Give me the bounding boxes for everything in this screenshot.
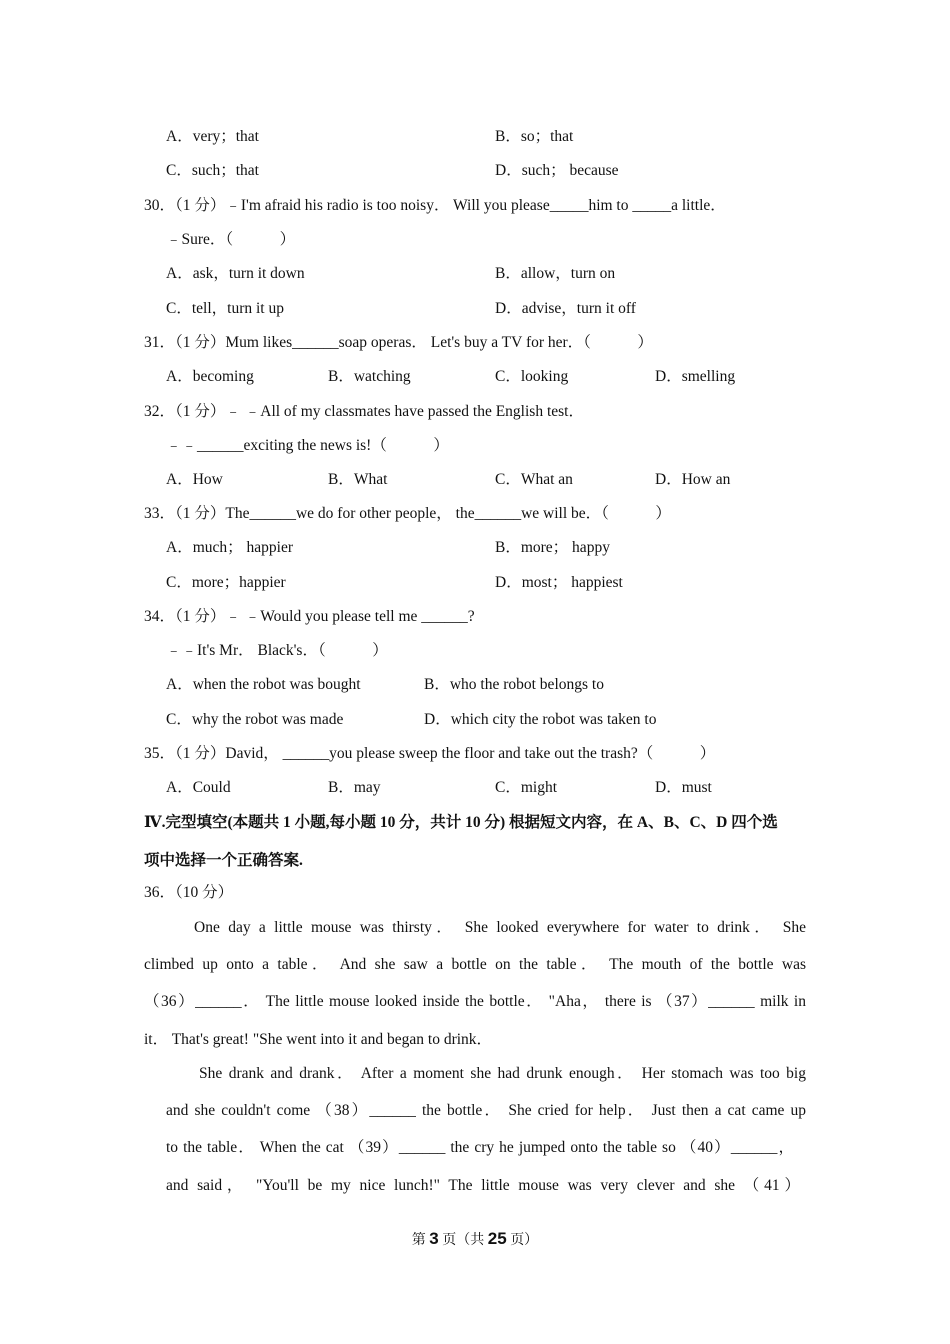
passage-line: and she couldn't come （38）______ the bottle． She cried for help． Just then a cat came up [166, 1102, 806, 1119]
question-33-option-b: B．more； happy [495, 539, 610, 556]
question-33-option-a: A．much； happier [166, 539, 293, 556]
question-31-option-b: B．watching [328, 368, 411, 385]
question-34-option-c: C．why the robot was made [166, 711, 344, 728]
section-heading-line-1: Ⅳ.完型填空(本题共 1 小题,每小题 10 分，共计 10 分) 根据短文内容，在 A、B、C、D 四个选 [144, 814, 778, 831]
question-32-stem: 32．（1 分）﹣ ﹣All of my classmates have passed the English test． [144, 403, 584, 420]
passage-line: climbed up onto a table． And she saw a bottle on the table． The mouth of the bottle was [144, 956, 806, 973]
option-a: A．very；that [166, 128, 259, 145]
page-number: 3 [429, 1229, 439, 1248]
question-32-option-b: B．What [328, 471, 388, 488]
option-c: C．such；that [166, 162, 259, 179]
question-30-option-b: B．allow，turn on [495, 265, 616, 282]
question-34-option-b: B．who the robot belongs to [424, 676, 604, 693]
question-32-option-a: A．How [166, 471, 223, 488]
question-35-stem: 35．（1 分）David， ______you please sweep the floor and take out the trash?（ ） [144, 745, 716, 762]
question-33-stem: 33．（1 分）The______we do for other people， the______we will be．（ ） [144, 505, 671, 522]
question-35-option-c: C．might [495, 779, 558, 796]
question-31-option-a: A．becoming [166, 368, 254, 385]
question-30-option-c: C．tell，turn it up [166, 300, 284, 317]
passage-line: One day a little mouse was thirsty． She looked everywhere for water to drink． She [194, 919, 806, 936]
question-30-option-a: A．ask，turn it down [166, 265, 305, 282]
option-d: D．such； because [495, 162, 619, 179]
footer-suffix: 页） [506, 1233, 539, 1248]
question-34-reply: ﹣﹣It's Mr． Black's．（ ） [166, 642, 388, 659]
question-30-option-d: D．advise，turn it off [495, 300, 636, 317]
question-30-reply: ﹣Sure．（ ） [166, 231, 296, 248]
question-33-option-d: D．most； happiest [495, 574, 623, 591]
question-35-option-b: B．may [328, 779, 381, 796]
question-36-stem: 36．（10 分） [144, 884, 234, 901]
question-35-option-a: A．Could [166, 779, 231, 796]
question-31-stem: 31．（1 分）Mum likes______soap operas． Let's buy a TV for her．（ ） [144, 334, 653, 351]
question-31-option-c: C．looking [495, 368, 569, 385]
footer-prefix: 第 [411, 1233, 430, 1248]
question-32-reply: ﹣﹣______exciting the news is!（ ） [166, 437, 449, 454]
question-34-stem: 34．（1 分）﹣ ﹣Would you please tell me ______? [144, 608, 475, 625]
passage-line: and said， "You'll be my nice lunch!" The little mouse was very clever and she （41） [166, 1177, 800, 1194]
page-footer [0, 1229, 950, 1249]
page-total: 25 [487, 1229, 507, 1248]
passage-line: it． That's great! "She went into it and began to drink． [144, 1031, 493, 1048]
passage-line: （36）______． The little mouse looked inside the bottle． "Aha， there is （37）______ milk in [144, 993, 806, 1010]
question-30-stem: 30．（1 分）﹣I'm afraid his radio is too noisy． Will you please_____him to _____a little． [144, 197, 726, 214]
section-heading-line-2: 项中选择一个正确答案. [144, 852, 303, 869]
question-32-option-d: D．How an [655, 471, 731, 488]
question-35-option-d: D．must [655, 779, 712, 796]
passage-line: to the table． When the cat （39）______ the cry he jumped onto the table so （40）______， [166, 1139, 794, 1156]
question-34-option-a: A．when the robot was bought [166, 676, 361, 693]
question-33-option-c: C．more；happier [166, 574, 286, 591]
passage-line: She drank and drank． After a moment she had drunk enough． Her stomach was too big [199, 1065, 806, 1082]
question-31-option-d: D．smelling [655, 368, 736, 385]
question-34-option-d: D．which city the robot was taken to [424, 711, 657, 728]
question-32-option-c: C．What an [495, 471, 573, 488]
option-b: B．so；that [495, 128, 574, 145]
footer-middle: 页（共 [438, 1233, 488, 1248]
